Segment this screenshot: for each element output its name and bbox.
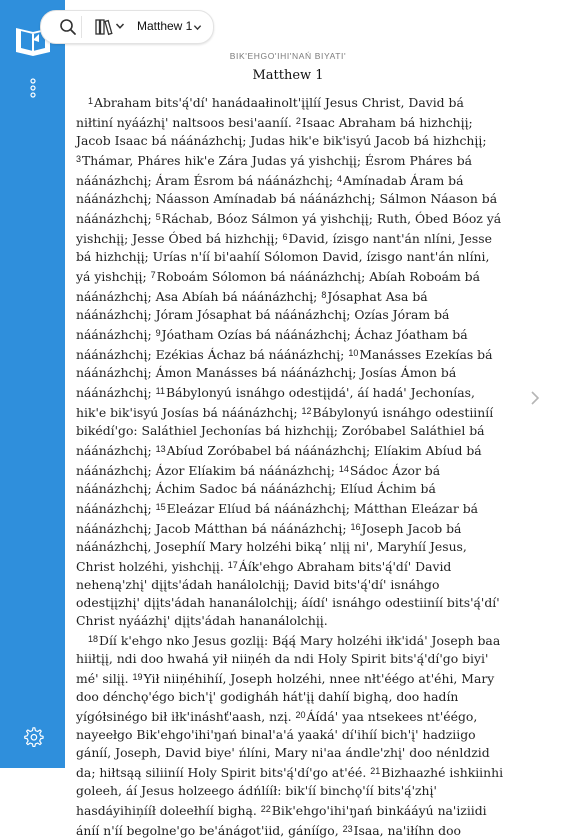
verse-number[interactable]: 14 — [338, 464, 349, 474]
toolbar-divider — [81, 16, 82, 38]
verse-text[interactable]: Áík'ehgo Abraham bits'ą́'dí' David neheną'zhį' dįįts'ádah hanálolchįį; David bits'ą́'dí' isnáhgo odestįįzhį' dįįts'ádah hananálolchįį; áídí' isnáhgo odestiiníí bits'ą́'dí' Christ nyáázhį' dįįts'ádah hananálolchįį. — [76, 559, 500, 628]
chapter-selector[interactable]: Matthew 1 — [137, 19, 193, 33]
verse-text[interactable]: Bábylonyú isnáhgo odestiiníí bikédí'go: Saláthiel Jechonías bá hizhchįį; Zoróbabel Saláthiel bá náánázhchį; — [76, 405, 494, 458]
verse-number[interactable]: 17 — [227, 560, 238, 570]
verse-number[interactable]: 1 — [88, 96, 94, 106]
verse-number[interactable]: 18 — [88, 634, 99, 644]
verse-number[interactable]: 16 — [350, 522, 361, 532]
verse-number[interactable]: 20 — [295, 710, 306, 720]
verse-number[interactable]: 10 — [348, 348, 359, 358]
verse-text[interactable]: Amínadab Áram bá náánázhchį; Náasson Amínadab bá náánázhchį; Sálmon Náason bá náánázhchį; — [76, 173, 498, 226]
vertical-dots-icon[interactable] — [26, 78, 40, 98]
chapter-title: Matthew 1 — [252, 68, 324, 83]
verse-number[interactable]: 4 — [336, 174, 342, 184]
verse-number[interactable]: 9 — [155, 328, 161, 338]
verse-text[interactable]: Abíud Zoróbabel bá náánázhchį; Elíakim Abíud bá náánázhchį; Ázor Elíakim bá náánázhchį; — [76, 443, 482, 478]
verse-text[interactable]: Abraham bits'ą́'dí' hanádaałinolt'įįlíí Jesus Christ, David bá niłtiní nyáázhį' naltsoos besi'aaníí. — [76, 95, 464, 130]
verse-text[interactable]: Jósaphat Asa bá náánázhchį; Jóram Jósaphat bá náánázhchį; Ozías Jóram bá náánázhchį; — [76, 289, 450, 342]
verse-number[interactable]: 23 — [342, 824, 353, 834]
verse-text[interactable]: Roboám Sólomon bá náánázhchį; Abíah Roboám bá náánázhchį; Asa Abíah bá náánázhchį; — [76, 269, 480, 304]
verse-text[interactable]: David, ízisgo nant'án nlíni, Jesse bá hizhchįį; Urías n'íí bi'aahíí Sólomon David, ízisgo nant'án nlíni, yá yishchįį; — [76, 231, 492, 284]
chevron-down-icon[interactable] — [115, 21, 125, 31]
chevron-right-icon[interactable] — [529, 390, 541, 406]
verse-number[interactable]: 13 — [155, 444, 166, 454]
paragraph — [76, 630, 504, 840]
verse-text[interactable]: Díí k'ehgo nko Jesus gozlįį: Bą́ą́ Mary holzéhi iłk'idá' Joseph baa hiiłtįį, ndi doo hwahá yił niiņéh da ndi Holy Spirit bits'ą́'dí'go biyi' mé' silįį. — [76, 633, 501, 686]
verse-text[interactable]: Bizhaazhé ishkiinhi goleeh, áí Jesus holzeego ádńlííł: bik'íí binchǫ'íí bits'ą́'zhį' hasdáyihiņííł doleełhíí bighą. — [76, 765, 504, 818]
verse-text[interactable]: Thámar, Pháres hik'e Zára Judas yá yishchįį; Ésrom Pháres bá náánázhchį; Áram Ésrom bá náánázhchį; — [76, 153, 473, 188]
paragraph — [76, 92, 504, 630]
verse-number[interactable]: 19 — [132, 672, 143, 682]
verse-number[interactable]: 6 — [282, 232, 288, 242]
sidebar — [0, 0, 65, 768]
version-label: BIK'EHGO'IHI'NAŃ BIYATI' — [229, 51, 347, 61]
search-icon[interactable] — [59, 18, 77, 36]
verse-text[interactable]: Sádoc Ázor bá náánázhchį; Áchim Sadoc bá náánázhchį; Elíud Áchim bá náánázhchį; — [76, 463, 441, 516]
verse-text[interactable]: Áídá' yaa ntsekees nt'éégo, nayeełgo Bik'ehgo'ihi'ŋań binal'a'á yaaká' dí'ihíí bich'į' hadziigo gáníí, Joseph, David biye' ńlíni, Mary ni'aa ándle'zhį' doo nénldzid da; hiłtsąą siliiníí Holy Spirit bits'ą́'dí'go at'éé. — [76, 709, 490, 780]
verse-text[interactable]: Isaa, na'iłíhn doo — [353, 823, 461, 838]
verse-number[interactable]: 3 — [76, 154, 82, 164]
reader-toolbar — [40, 10, 214, 44]
verse-number[interactable]: 5 — [155, 212, 161, 222]
verse-text[interactable]: Joseph Jacob bá náánázhchį, Josephíí Mary holzéhi bikąʼ nlįį ni', Maryhíí Jesus, Christ holzéhi, yishchįį. — [76, 521, 467, 574]
verse-text[interactable]: Yił niiņéhihíí, Joseph holzéhi, nnee nłt'éégo at'éhi, Mary doo dénchǫ'égo bich'į' godigháh hát'įį dahíí bighą, doo hadín yígółsinégo bił iłk'ináshť'aash, nzį. — [76, 671, 495, 724]
scripture-text — [76, 92, 504, 840]
verse-number[interactable]: 22 — [260, 804, 271, 814]
verse-text[interactable]: Jóatham Ozías bá náánázhchį; Áchaz Jóatham bá náánázhchį; Ezékias Áchaz bá náánázhchį; — [76, 327, 468, 362]
verse-number[interactable]: 8 — [321, 290, 327, 300]
verse-number[interactable]: 2 — [295, 116, 301, 126]
verse-text[interactable]: Bik'ehgo'ihi'ŋań binkááyú na'iziidi áníí n'íí begolne'go be'ánágot'iid, gáníígo, — [76, 803, 487, 838]
verse-text[interactable]: Bábylonyú isnáhgo odestįįdá', áí hadá' Jechonías, hik'e bik'isyú Josías bá náánázhchį; — [76, 385, 475, 420]
verse-text[interactable]: Isaac Abraham bá hizhchįį; Jacob Isaac bá náánázhchį; Judas hik'e bik'isyú Jacob bá hizhchįį; — [76, 115, 487, 148]
verse-number[interactable]: 11 — [155, 386, 165, 396]
verse-text[interactable]: Manásses Ezekías bá náánázhchį; Ámon Manásses bá náánázhchį; Josías Ámon bá náánázhchį; — [76, 347, 493, 400]
verse-number[interactable]: 12 — [301, 406, 312, 416]
verse-text[interactable]: Ráchab, Bóoz Sálmon yá yishchįį; Ruth, Óbed Bóoz yá yishchįį; Jesse Óbed bá hizhchįį; — [76, 211, 502, 246]
gear-icon[interactable] — [22, 726, 44, 748]
chevron-down-icon[interactable] — [193, 23, 202, 32]
books-icon[interactable] — [94, 17, 114, 37]
verse-text[interactable]: Eleázar Elíud bá náánázhchį; Mátthan Eleázar bá náánázhchį; Jacob Mátthan bá náánázhchį; — [76, 501, 479, 536]
verse-number[interactable]: 7 — [150, 270, 156, 280]
verse-number[interactable]: 21 — [370, 766, 381, 776]
verse-number[interactable]: 15 — [155, 502, 166, 512]
